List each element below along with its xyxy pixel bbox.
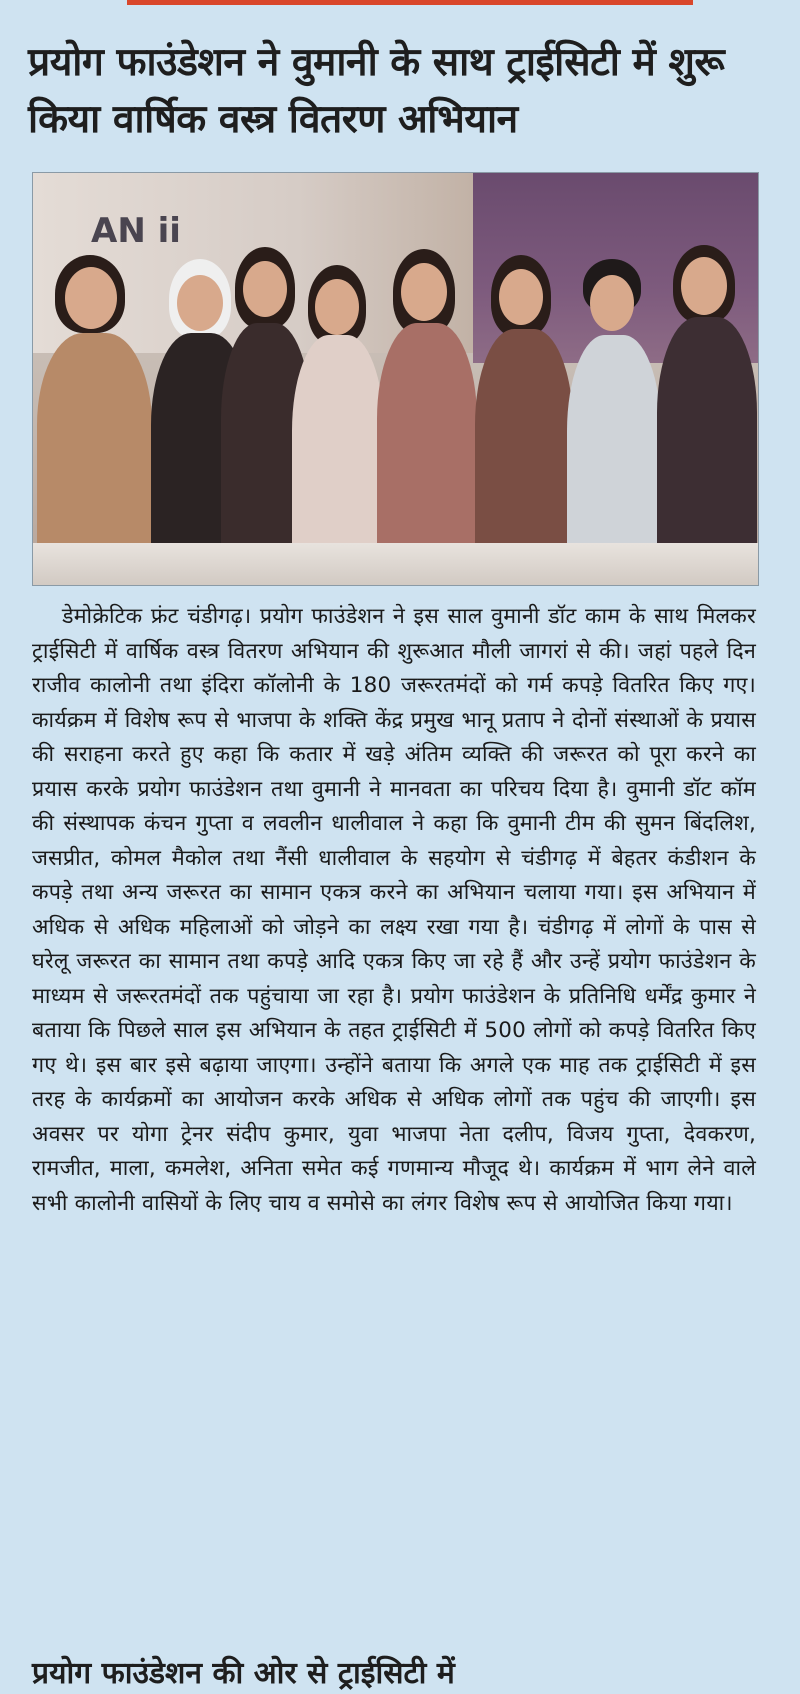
- next-article-headline: प्रयोग फाउंडेशन की ओर से ट्राईसिटी में: [32, 1656, 455, 1691]
- person-figure: [373, 249, 478, 549]
- photo-table: [33, 543, 758, 585]
- person-figure: [33, 253, 153, 553]
- person-figure: [473, 255, 573, 555]
- person-figure: [563, 259, 663, 559]
- person-figure: [653, 245, 758, 555]
- article-body: डेमोक्रेटिक फ्रंट चंडीगढ़। प्रयोग फाउंडेशन ने इस साल वुमानी डॉट काम के साथ मिलकर ट्राईसिटी में वार्षिक वस्त्र वितरण अभियान की शुरूआत मौली जागरां से की। जहां पहले दिन राजीव कालोनी तथा इंदिरा कॉलोनी के 180 जरूरतमंदों को गर्म कपड़े वितरित किए गए। कार्यक्रम में विशेष रूप से भाजपा के शक्ति केंद्र प्रमुख भानू प्रताप ने दोनों संस्थाओं के प्रयास की सराहना करते हुए कहा कि कतार में खड़े अंतिम व्यक्ति की जरूरत को पूरा करने का प्रयास करके प्रयोग फाउंडेशन तथा वुमानी ने मानवता का परिचय दिया है। वुमानी डॉट कॉम की संस्थापक कंचन गुप्ता व लवलीन धालीवाल ने कहा कि वुमानी टीम की सुमन बिंदलिश, जसप्रीत, कोमल मैकोल तथा नैंसी धालीवाल के सहयोग से चंडीगढ़ में बेहतर कंडीशन के कपड़े तथा अन्य जरूरत का सामान एकत्र करने का अभियान चलाया गया। इस अभियान में अधिक से अधिक महिलाओं को जोड़ने का लक्ष्य रखा गया है। चंडीगढ़ में लोगों के पास से घरेलू जरूरत का सामान तथा कपड़े आदि एकत्र किए जा रहे हैं और उन्हें प्रयोग फाउंडेशन के माध्यम से जरूरतमंदों तक पहुंचाया जा रहा है। प्रयोग फाउंडेशन के प्रतिनिधि धर्मेंद्र कुमार ने बताया कि पिछले साल इस अभियान के तहत ट्राईसिटी में 500 लोगों को कपड़े वितरित किए गए थे। इस बार इसे बढ़ाया जाएगा। उन्होंने बताया कि अगले एक माह तक ट्राईसिटी में इस तरह के कार्यक्रमों का आयोजन करके अधिक से अधिक लोगों तक पहुंच की जाएगी। इस अवसर पर योगा ट्रेनर संदीप कुमार, युवा भाजपा नेता दलीप, विजय गुप्ता, देवकरण, रामजीत, माला, कमलेश, अनिता समेत कई गणमान्य मौजूद थे। कार्यक्रम में भाग लेने वाले सभी कालोनी वासियों के लिए चाय व समोसे का लंगर विशेष रूप से आयोजित किया गया।: [32, 604, 756, 1216]
- article-photo: [32, 172, 759, 586]
- banner-text: AN ii: [91, 211, 181, 251]
- next-article-cutoff: [32, 1648, 756, 1691]
- article-headline: प्रयोग फाउंडेशन ने वुमानी के साथ ट्राईसिटी में शुरू किया वार्षिक वस्त्र वितरण अभियान: [28, 40, 725, 142]
- top-accent-bar: [127, 0, 693, 5]
